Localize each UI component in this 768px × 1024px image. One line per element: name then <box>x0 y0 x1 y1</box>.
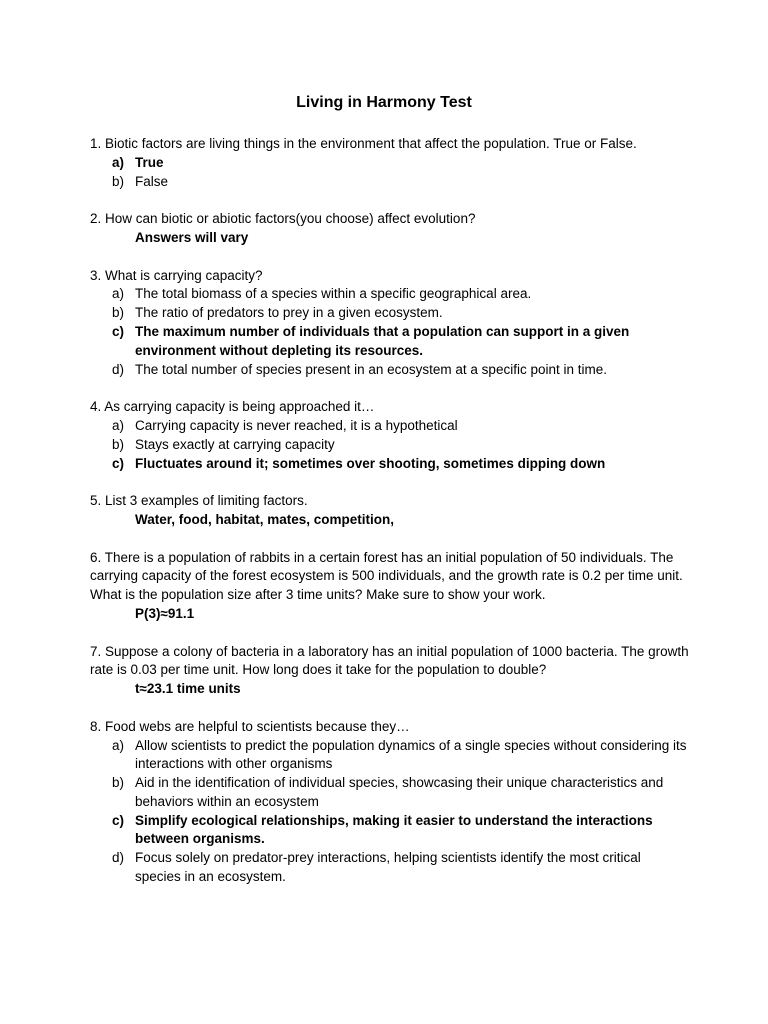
question-text: 2. How can biotic or abiotic factors(you choose) affect evolution? <box>90 211 476 227</box>
option-letter: a) <box>112 417 125 433</box>
option-text: The total number of species present in an ecosystem at a specific point in time. <box>135 361 607 377</box>
question-1 <box>90 135 690 191</box>
question-5 <box>90 492 690 530</box>
option <box>90 417 690 436</box>
option-list <box>90 417 690 473</box>
question-text: 3. What is carrying capacity? <box>90 267 263 283</box>
option <box>90 285 690 304</box>
option-text: Allow scientists to predict the population dynamics of a single species without considering its interactions with other organisms <box>135 737 687 772</box>
option-letter: b) <box>112 173 125 189</box>
option-correct <box>90 812 690 850</box>
question-text: 1. Biotic factors are living things in the environment that affect the population. True or False. <box>90 136 637 151</box>
option-text: The total biomass of a species within a specific geographical area. <box>135 286 532 302</box>
option-letter: b) <box>112 436 125 452</box>
question-8 <box>90 718 690 887</box>
option-text: True <box>135 154 164 170</box>
option-list <box>90 737 690 887</box>
option-correct <box>90 323 690 361</box>
option-letter: d) <box>112 361 125 377</box>
option-text: Stays exactly at carrying capacity <box>135 436 335 452</box>
option-list <box>90 154 690 192</box>
option-correct <box>90 154 690 173</box>
question-text: 8. Food webs are helpful to scientists because they… <box>90 718 410 734</box>
option <box>90 849 690 887</box>
question-text: 6. There is a population of rabbits in a certain forest has an initial population of 50 individuals. The carrying capacity of the forest ecosystem is 500 individuals, and the growth rate is 0.2 per time unit. What is the population size after 3 time units? Make sure to show your work. <box>90 549 683 603</box>
option-text: Focus solely on predator-prey interactions, helping scientists identify the most critical species in an ecosystem. <box>135 850 641 885</box>
question-6 <box>90 549 690 624</box>
option <box>90 361 690 380</box>
option-letter: b) <box>112 775 125 791</box>
option <box>90 774 690 812</box>
question-text: 7. Suppose a colony of bacteria in a laboratory has an initial population of 1000 bacteria. The growth rate is 0.03 per time unit. How long does it take for the population to double? <box>90 643 689 678</box>
option <box>90 436 690 455</box>
answer-text: P(3)≈91.1 <box>135 605 195 621</box>
option-text: Simplify ecological relationships, making it easier to understand the interactions between organisms. <box>135 812 653 847</box>
option-text: False <box>135 173 169 189</box>
answer-text: t≈23.1 time units <box>135 681 241 697</box>
option-letter: c) <box>112 323 125 339</box>
option-letter: a) <box>112 737 125 753</box>
question-text: 5. List 3 examples of limiting factors. <box>90 493 308 509</box>
question-3 <box>90 267 690 380</box>
option-text: Aid in the identification of individual species, showcasing their unique characteristics and behaviors within an ecosystem <box>135 775 664 809</box>
question-2 <box>90 210 690 248</box>
option-text: The maximum number of individuals that a population can support in a given environment without depleting its resources. <box>135 323 630 358</box>
option-letter: c) <box>112 455 125 471</box>
option <box>90 173 690 192</box>
option-text: Fluctuates around it; sometimes over shooting, sometimes dipping down <box>135 455 606 471</box>
option-correct <box>90 455 690 474</box>
answer-text: Answers will vary <box>135 229 249 245</box>
option <box>90 304 690 323</box>
answer-text: Water, food, habitat, mates, competition, <box>135 511 395 527</box>
option-letter: c) <box>112 812 125 828</box>
option-letter: a) <box>112 286 125 302</box>
option <box>90 737 690 775</box>
question-4 <box>90 398 690 473</box>
questions-container <box>90 135 690 906</box>
option-letter: d) <box>112 850 125 866</box>
document-title: Living in Harmony Test <box>296 94 472 111</box>
option-text: The ratio of predators to prey in a given ecosystem. <box>135 305 443 321</box>
option-text: Carrying capacity is never reached, it is a hypothetical <box>135 417 458 433</box>
option-letter: b) <box>112 305 125 321</box>
question-7 <box>90 643 690 699</box>
option-list <box>90 285 690 379</box>
question-text: 4. As carrying capacity is being approached it… <box>90 399 375 415</box>
option-letter: a) <box>112 154 125 170</box>
